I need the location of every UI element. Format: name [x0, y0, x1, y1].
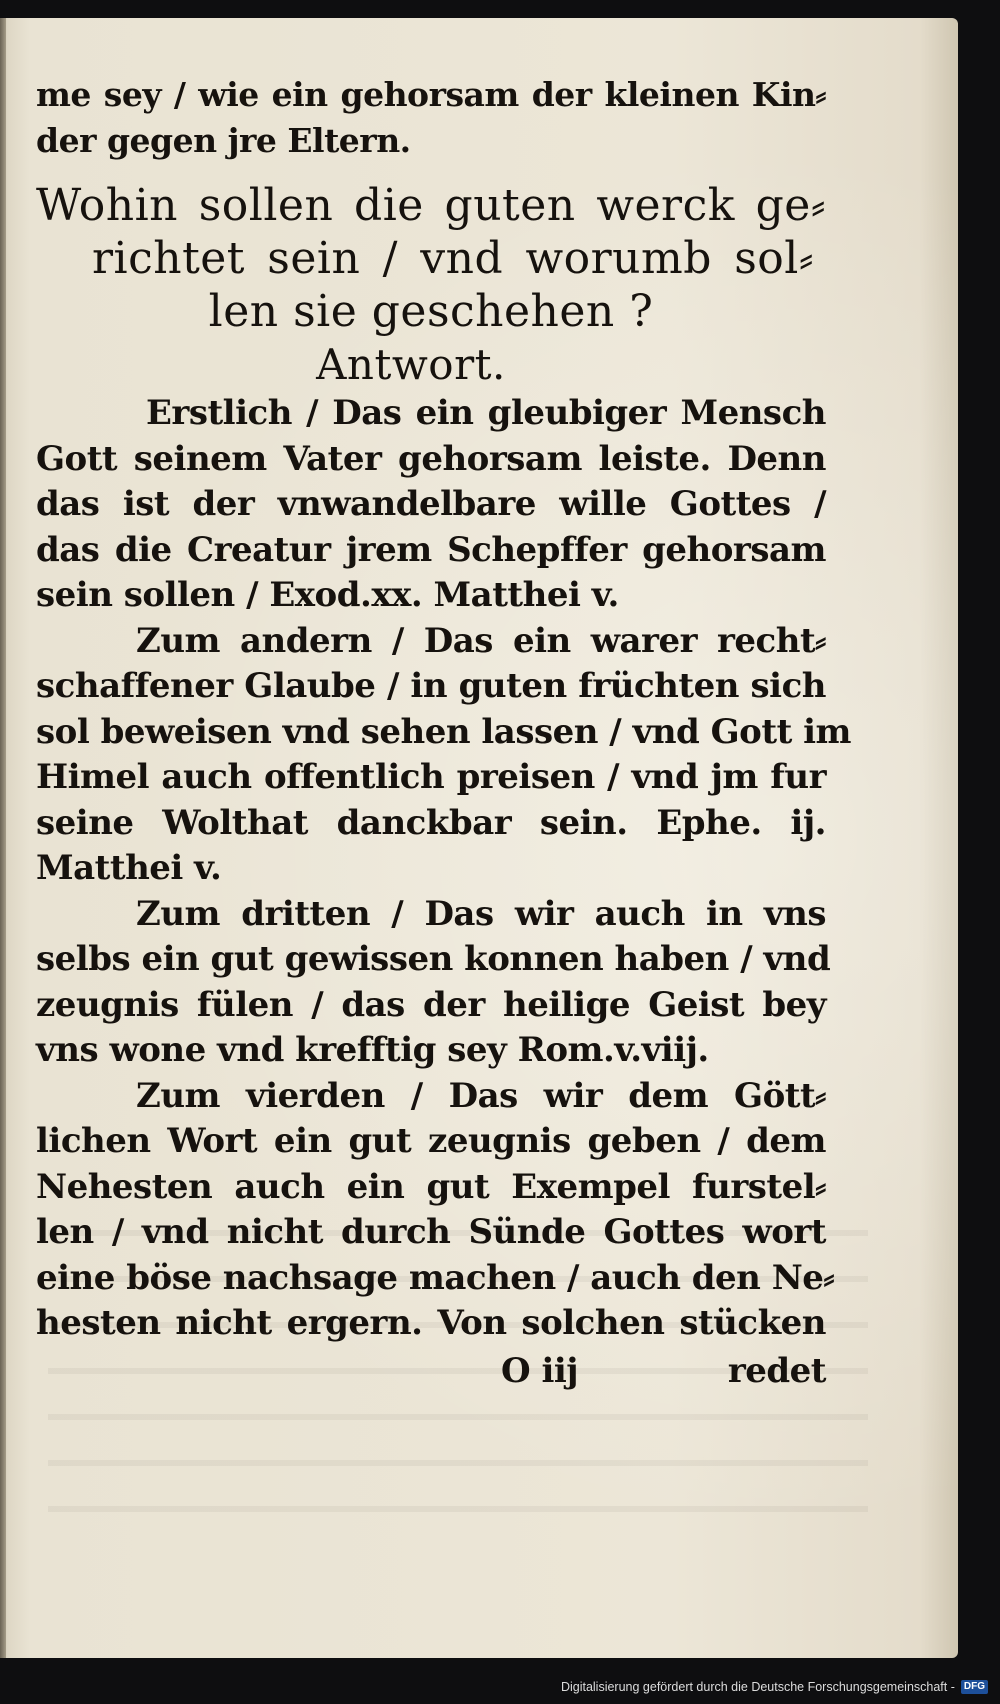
- text-line: Zum andern / Das ein warer recht⸗: [136, 620, 826, 661]
- credit-text: Digitalisierung gefördert durch die Deutsche Forschungsgemeinschaft -: [560, 1680, 955, 1694]
- intro-block: [36, 72, 826, 163]
- text-line: Gott seinem Vater gehorsam leiste. Denn: [36, 438, 826, 479]
- page-text: [36, 72, 852, 1397]
- catchword: redet: [727, 1350, 826, 1391]
- text-line: me sey / wie ein gehorsam der kleinen Kin⸗: [36, 75, 826, 114]
- paragraph-second: [36, 619, 852, 892]
- text-line: lichen Wort ein gut zeugnis geben / dem: [36, 1121, 826, 1161]
- paragraph-fourth: [36, 1074, 835, 1347]
- paragraph-third: [36, 892, 831, 1074]
- heading-line: len sie geschehen ?: [208, 286, 654, 337]
- page-foot-line: [36, 1347, 826, 1397]
- digitization-credit: [561, 1676, 988, 1698]
- text-line: sein sollen / Exod.xx. Matthei v.: [36, 575, 619, 615]
- text-line: eine böse nachsage machen / auch den Ne⸗: [36, 1257, 835, 1298]
- answer-label: Antwort.: [316, 340, 506, 389]
- heading-line: richtet sein / vnd worumb sol⸗: [92, 233, 814, 284]
- text-line: schaffener Glaube / in guten früchten sich: [36, 666, 826, 706]
- text-line: das die Creatur jrem Schepffer gehorsam: [36, 529, 826, 570]
- text-line: seine Wolthat danckbar sein. Ephe. ij.: [36, 802, 826, 843]
- text-line: der gegen jre Eltern.: [36, 120, 411, 160]
- text-line: Himel auch offentlich preisen / vnd jm fur: [36, 757, 826, 797]
- text-line: Zum vierden / Das wir dem Gött⸗: [136, 1075, 826, 1116]
- paragraph-first: [36, 391, 826, 619]
- signature-mark: O iij: [501, 1350, 579, 1391]
- text-line: Erstlich / Das ein gleubiger Mensch: [146, 393, 826, 433]
- page-gutter-edge: [0, 18, 6, 1658]
- text-line: Matthei v.: [36, 848, 222, 888]
- text-line: Nehesten auch ein gut Exempel furstel⸗: [36, 1166, 826, 1207]
- text-line: hesten nicht ergern. Von solchen stücken: [36, 1303, 826, 1343]
- text-line: vns wone vnd krefftig sey Rom.v.viij.: [36, 1030, 709, 1070]
- text-line: das ist der vnwandelbare wille Gottes /: [36, 484, 826, 524]
- text-line: len / vnd nicht durch Sünde Gottes wort: [36, 1212, 826, 1252]
- text-line: Zum dritten / Das wir auch in vns: [136, 893, 826, 934]
- text-line: selbs ein gut gewissen konnen haben / vnd: [36, 939, 831, 979]
- section-heading: [36, 179, 826, 391]
- dfg-logo-icon: DFG: [961, 1680, 988, 1694]
- text-line: sol beweisen vnd sehen lassen / vnd Gott im: [36, 711, 852, 752]
- heading-line: Wohin sollen die guten werck ge⸗: [36, 180, 826, 231]
- text-line: zeugnis fülen / das der heilige Geist bey: [36, 984, 826, 1025]
